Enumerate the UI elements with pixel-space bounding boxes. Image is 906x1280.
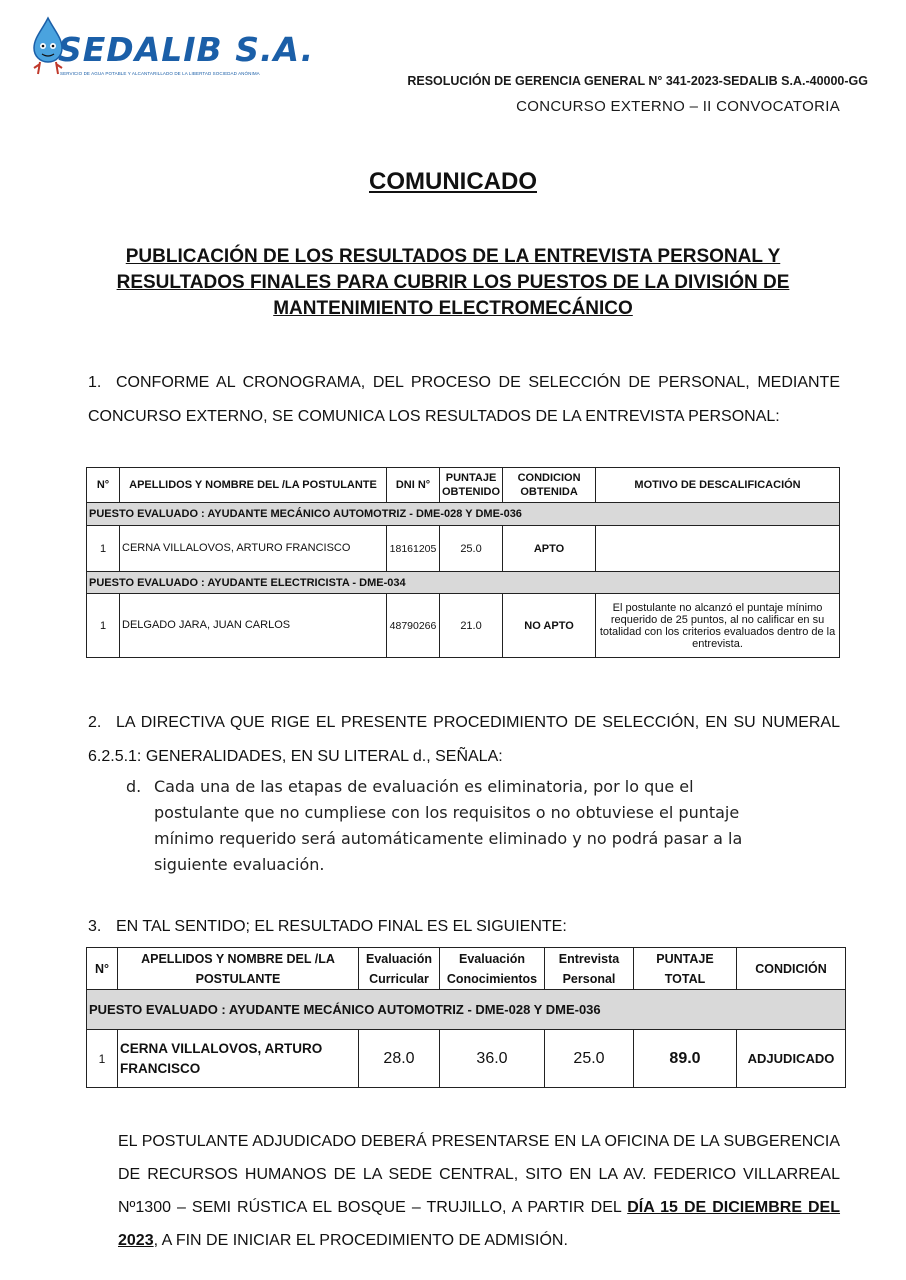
section-row [87, 503, 840, 526]
table-row [87, 526, 840, 572]
col-n: N° [87, 468, 120, 503]
item-1-text: CONFORME AL CRONOGRAMA, DEL PROCESO DE SELECCIÓN DE PERSONAL, MEDIANTE CONCURSO EXTERNO, SE COMUNICA LOS RESULTADOS DE LA ENTREVISTA PERSONAL: [88, 374, 840, 425]
item-2 [88, 706, 840, 774]
table-header-row [87, 468, 840, 503]
row-condition: APTO [503, 526, 596, 572]
section-label: PUESTO EVALUADO : AYUDANTE MECÁNICO AUTOMOTRIZ - DME-028 Y DME-036 [87, 503, 840, 526]
table-row [87, 1030, 846, 1088]
col-name: APELLIDOS Y NOMBRE DEL /LA POSTULANTE [120, 468, 387, 503]
item-3-text: EN TAL SENTIDO; EL RESULTADO FINAL ES EL SIGUIENTE: [116, 918, 567, 935]
logo-wordmark: SEDALIB S.A. [58, 30, 315, 69]
row-condition: NO APTO [503, 594, 596, 658]
col-reason: MOTIVO DE DESCALIFICACIÓN [596, 468, 840, 503]
logo-tagline: SERVICIO DE AGUA POTABLE Y ALCANTARILLADO DE LA LIBERTAD SOCIEDAD ANÓNIMA [60, 71, 260, 76]
item-2-text: LA DIRECTIVA QUE RIGE EL PRESENTE PROCEDIMIENTO DE SELECCIÓN, EN SU NUMERAL 6.2.5.1: GENERALIDADES, EN SU LITERAL d., SEÑALA: [88, 714, 840, 765]
document-title: COMUNICADO [369, 168, 537, 195]
table-header-row [87, 948, 846, 990]
item-3 [88, 910, 840, 944]
row-condition: ADJUDICADO [737, 1030, 846, 1088]
col-n: N° [87, 948, 118, 990]
row-n: 1 [87, 526, 120, 572]
contest-label: CONCURSO EXTERNO – II CONVOCATORIA [516, 98, 840, 115]
row-n: 1 [87, 594, 120, 658]
col-condition: CONDICIÓN [737, 948, 846, 990]
row-name: CERNA VILLALOVOS, ARTURO FRANCISCO [120, 526, 387, 572]
col-knowledge: Evaluación Conocimientos [440, 948, 545, 990]
quote-text: Cada una de las etapas de evaluación es eliminatoria, por lo que el postulante que no cumpliese con los requisitos o no obtuviese el puntaje mínimo requerido será automáticamente eliminado y no podrá pasar a la siguiente evaluación. [154, 777, 743, 874]
section-label: PUESTO EVALUADO : AYUDANTE MECÁNICO AUTOMOTRIZ - DME-028 Y DME-036 [87, 990, 846, 1030]
row-n: 1 [87, 1030, 118, 1088]
row-dni: 48790266 [387, 594, 440, 658]
row-total: 89.0 [634, 1030, 737, 1088]
item-3-number: 3. [88, 918, 102, 935]
row-knowledge: 36.0 [440, 1030, 545, 1088]
row-name: CERNA VILLALOVOS, ARTURO FRANCISCO [118, 1030, 359, 1088]
final-text-after: , A FIN DE INICIAR EL PROCEDIMIENTO DE ADMISIÓN. [153, 1232, 568, 1249]
final-results-table [86, 947, 846, 1088]
row-score: 25.0 [440, 526, 503, 572]
resolution-number: RESOLUCIÓN DE GERENCIA GENERAL N° 341-2023-SEDALIB S.A.-40000-GG [407, 74, 868, 88]
col-interview: Entrevista Personal [545, 948, 634, 990]
row-curricular: 28.0 [359, 1030, 440, 1088]
col-condition: CONDICION OBTENIDA [503, 468, 596, 503]
interview-results-table [86, 467, 840, 658]
row-dni: 18161205 [387, 526, 440, 572]
section-row [87, 990, 846, 1030]
item-1-number: 1. [88, 374, 102, 391]
col-total: PUNTAJE TOTAL [634, 948, 737, 990]
col-name: APELLIDOS Y NOMBRE DEL /LA POSTULANTE [118, 948, 359, 990]
row-name: DELGADO JARA, JUAN CARLOS [120, 594, 387, 658]
row-reason: El postulante no alcanzó el puntaje mínimo requerido de 25 puntos, al no calificar en su totalidad con los criterios evaluados dentro de la entrevista. [596, 594, 840, 658]
quote-letter: d. [126, 777, 142, 796]
final-date: DÍA 15 DE DICIEMBRE DEL 2023 [118, 1199, 841, 1249]
item-2-number: 2. [88, 714, 102, 731]
section-label: PUESTO EVALUADO : AYUDANTE ELECTRICISTA - DME-034 [87, 572, 840, 594]
final-text-before: EL POSTULANTE ADJUDICADO DEBERÁ PRESENTARSE EN LA OFICINA DE LA SUBGERENCIA DE RECURSOS HUMANOS DE LA SEDE CENTRAL, SITO EN LA AV. FEDERICO VILLARREAL Nº1300 – SEMI RÚSTICA EL BOSQUE – TRUJILLO, A PARTIR DEL [118, 1133, 840, 1216]
document-subtitle: PUBLICACIÓN DE LOS RESULTADOS DE LA ENTREVISTA PERSONAL Y RESULTADOS FINALES PARA CUBRIR LOS PUESTOS DE LA DIVISIÓN DE MANTENIMIENTO ELECTROMECÁNICO [116, 246, 790, 319]
row-reason [596, 526, 840, 572]
row-interview: 25.0 [545, 1030, 634, 1088]
row-score: 21.0 [440, 594, 503, 658]
col-dni: DNI N° [387, 468, 440, 503]
item-1 [88, 366, 840, 434]
table-row [87, 594, 840, 658]
final-instruction [118, 1125, 840, 1257]
col-score: PUNTAJE OBTENIDO [440, 468, 503, 503]
col-curricular: Evaluación Curricular [359, 948, 440, 990]
section-row [87, 572, 840, 594]
